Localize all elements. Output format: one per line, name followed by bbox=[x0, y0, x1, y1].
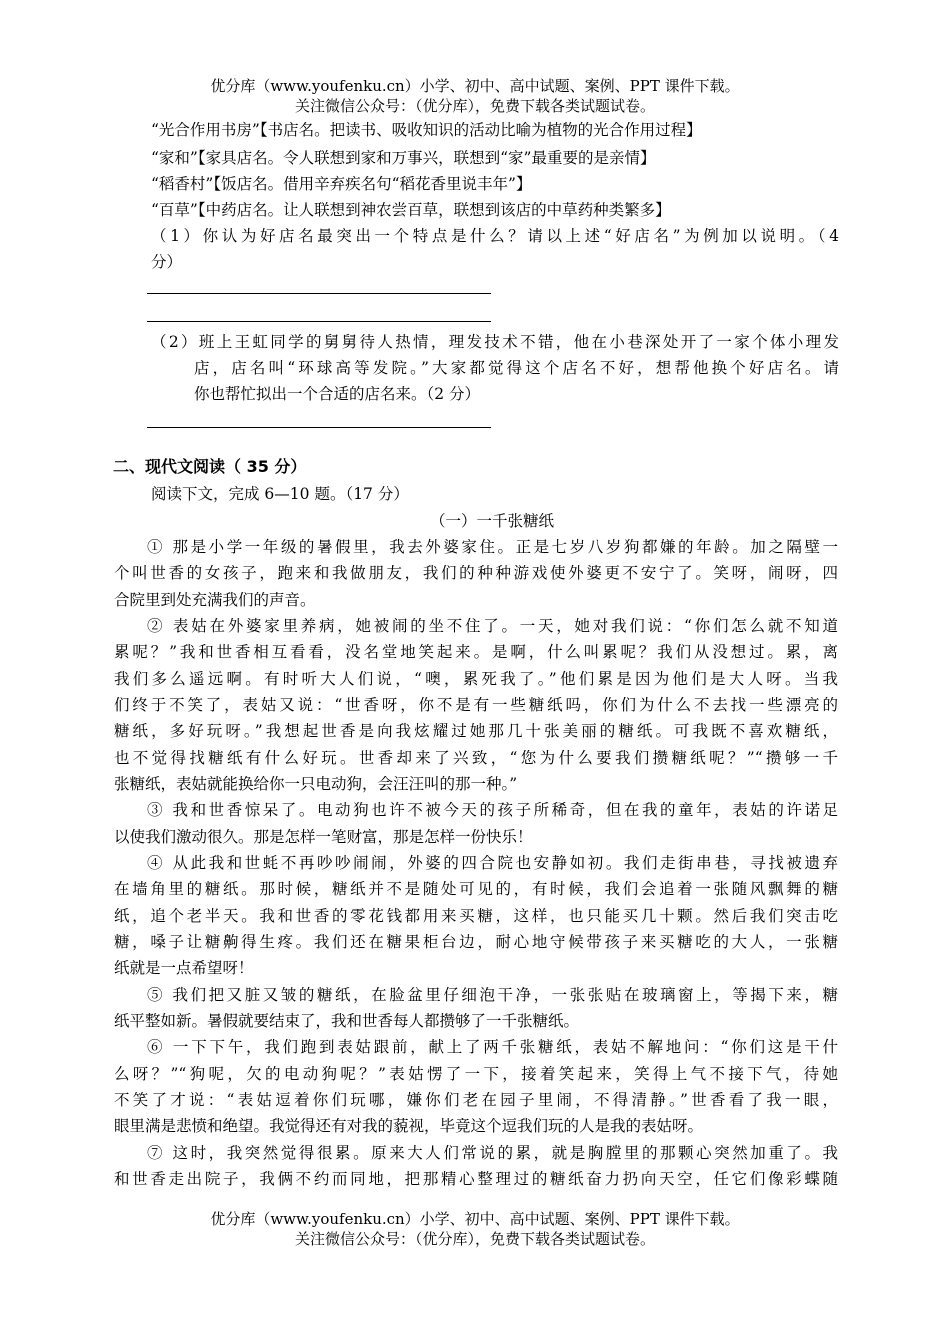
question-2-line-3: 你也帮忙拟出一个合适的店名来。（2 分） bbox=[194, 385, 481, 403]
article-line: 不笑了才说：“表姑逗着你们玩哪，嫌你们老在园子里闹，不得清静。”世香看了我一眼， bbox=[114, 1091, 838, 1109]
article-line: ③ 我和世香惊呆了。电动狗也许不被今天的孩子所稀奇，但在我的童年，表姑的许诺足 bbox=[147, 801, 838, 819]
article-line: 糖纸，多好玩呀。”我想起世香是向我炫耀过她那几十张美丽的糖纸。可我既不喜欢糖纸， bbox=[114, 722, 838, 740]
header-line-2: 关注微信公众号：（优分库），免费下载各类试题试卷。 bbox=[294, 97, 655, 115]
article-line: 糖，嗓子让糖齁得生疼。我们还在糖果柜台边，耐心地守候带孩子来买糖吃的大人，一张糖 bbox=[114, 933, 838, 951]
article-line: 以使我们激动很久。那是怎样一笔财富，那是怎样一份快乐！ bbox=[114, 828, 533, 846]
article-line: 眼里满是悲愤和绝望。我觉得还有对我的藐视，毕竟这个逗我们玩的人是我的表姑呀。 bbox=[114, 1117, 704, 1135]
answer-blank-1 bbox=[147, 293, 491, 294]
header-line-1: 优分库（www.youfenku.cn）小学、初中、高中试题、案例、PPT 课件下载。 bbox=[210, 77, 740, 95]
article-line: 也不觉得找糖纸有什么好玩。世香却来了兴致，“您为什么要我们攒糖纸呢？”“攒够一千 bbox=[114, 749, 838, 767]
store-name-example-1: “光合作用书房”【书店名。把读书、吸收知识的活动比喻为植物的光合作用过程】 bbox=[151, 121, 702, 139]
article-line: 在墙角里的糖纸。那时候，糖纸并不是随处可见的，有时候，我们会追着一张随风飘舞的糖 bbox=[114, 880, 838, 898]
article-line: 纸就是一点希望呀！ bbox=[114, 959, 254, 977]
article-line: ⑥ 一下下午，我们跑到表姑跟前，献上了两千张糖纸，表姑不解地问：“你们这是干什 bbox=[147, 1038, 838, 1056]
article-line: 张糖纸，表姑就能换给你一只电动狗，会汪汪叫的那一种。” bbox=[114, 775, 518, 793]
answer-blank-3 bbox=[147, 427, 491, 428]
article-line: 个叫世香的女孩子，跑来和我做朋友，我们的种种游戏使外婆更不安宁了。笑呀，闹呀，四 bbox=[114, 564, 838, 582]
article-line: ⑦ 这时，我突然觉得很累。原来大人们常说的累，就是胸膛里的那颗心突然加重了。我 bbox=[147, 1144, 838, 1162]
article-line: 们终于不笑了，表姑又说：“世香呀，你不是有一些糖纸吗，你们为什么不去找一些漂亮的 bbox=[114, 696, 838, 714]
answer-blank-2 bbox=[147, 321, 491, 322]
article-title: （一）一千张糖纸 bbox=[430, 512, 555, 530]
article-line: 我们多么遥远啊。有时听大人们说，“噢，累死我了。”他们累是因为他们是大人呀。当我 bbox=[114, 670, 838, 688]
article-line: 纸平整如新。暑假就要结束了，我和世香每人都攒够了一千张糖纸。 bbox=[114, 1012, 580, 1030]
article-line: ① 那是小学一年级的暑假里，我去外婆家住。正是七岁八岁狗都嫌的年龄。加之隔壁一 bbox=[147, 538, 838, 556]
article-line: ⑤ 我们把又脏又皱的糖纸，在脸盆里仔细泡干净，一张张贴在玻璃窗上，等揭下来，糖 bbox=[147, 986, 838, 1004]
question-2-line-2: 店，店名叫“环球高等发院。”大家都觉得这个店名不好，想帮他换个好店名。请 bbox=[194, 359, 839, 377]
question-1-line-1: （1）你认为好店名最突出一个特点是什么？请以上述“好店名”为例加以说明。（4 bbox=[151, 227, 839, 245]
section-title: 二、现代文阅读（ 35 分） bbox=[113, 457, 307, 476]
article-line: 累呢？”我和世香相互看看，没名堂地笑起来。是啊，什么叫累呢？我们从没想过。累，离 bbox=[114, 643, 838, 661]
store-name-example-4: “百草”【中药店名。让人联想到神农尝百草，联想到该店的中草药种类繁多】 bbox=[151, 201, 671, 219]
article-line: ④ 从此我和世蚝不再吵吵闹闹，外婆的四合院也安静如初。我们走街串巷，寻找被遗弃 bbox=[147, 854, 838, 872]
reading-instruction: 阅读下文，完成 6—10 题。（17 分） bbox=[151, 485, 409, 503]
article-line: 么呀？”“狗呢，欠的电动狗呢？”表姑愣了一下，接着笑起来，笑得上气不接下气，待她 bbox=[114, 1065, 838, 1083]
store-name-example-3: “稻香村”【饭店名。借用辛弃疾名句“稻花香里说丰年”】 bbox=[151, 175, 532, 193]
question-1-line-2: 分） bbox=[151, 253, 183, 271]
article-line: 纸，追个老半天。我和世香的零花钱都用来买糖，这样，也只能买几十颗。然后我们突击吃 bbox=[114, 907, 838, 925]
article-line: 和世香走出院子，我俩不约而同地，把那精心整理过的糖纸奋力扔向天空，任它们像彩蝶随 bbox=[114, 1170, 838, 1188]
footer-line-2: 关注微信公众号：（优分库），免费下载各类试题试卷。 bbox=[294, 1230, 655, 1248]
article-line: ② 表姑在外婆家里养病，她被闹的坐不住了。一天，她对我们说：“你们怎么就不知道 bbox=[147, 617, 838, 635]
article-line: 合院里到处充满我们的声音。 bbox=[114, 591, 316, 609]
question-2-line-1: （2）班上王虹同学的舅舅待人热情，理发技术不错，他在小巷深处开了一家个体小理发 bbox=[151, 333, 839, 351]
store-name-example-2: “家和”【家具店名。令人联想到家和万事兴，联想到“家”最重要的是亲情】 bbox=[151, 149, 656, 167]
footer-line-1: 优分库（www.youfenku.cn）小学、初中、高中试题、案例、PPT 课件下载。 bbox=[210, 1210, 740, 1228]
